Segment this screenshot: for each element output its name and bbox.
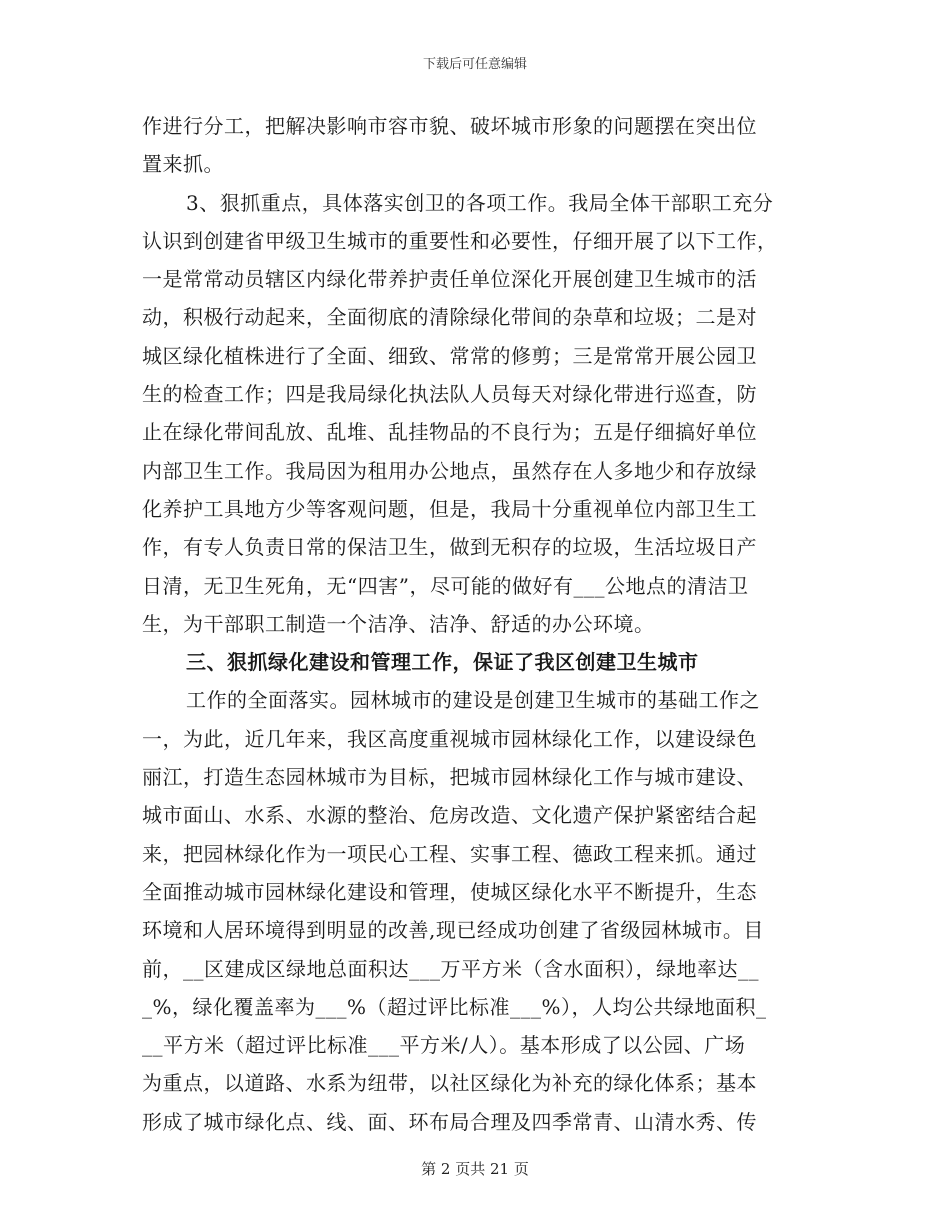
text-line: 一是常常动员辖区内绿化带养护责任单位深化开展创建卫生城市的活 [142, 267, 757, 292]
text-line: 为重点，以道路、水系为纽带，以社区绿化为补充的绿化体系；基本 [142, 1071, 757, 1096]
text-line: 形成了城市绿化点、线、面、环布局合理及四季常青、山清水秀、传 [142, 1109, 757, 1134]
text-line: 环境和人居环境得到明显的改善,现已经成功创建了省级园林城市。目 [142, 918, 764, 943]
text-line: 全面推动城市园林绿化建设和管理，使城区绿化水平不断提升，生态 [142, 879, 757, 904]
text-line: 置来抓。 [142, 152, 224, 177]
text-line: 止在绿化带间乱放、乱堆、乱挂物品的不良行为；五是仔细搞好单位 [142, 420, 757, 445]
text-line: 作进行分工，把解决影响市容市貌、破坏城市形象的问题摆在突出位 [142, 114, 757, 138]
text-line: 内部卫生工作。我局因为租用办公地点，虽然存在人多地少和存放绿 [142, 458, 757, 483]
text-line: __平方米（超过评比标准___平方米/人）。基本形成了以公园、广场 [142, 1033, 746, 1058]
text-line: 认识到创建省甲级卫生城市的重要性和必要性，仔细开展了以下工作， [142, 228, 778, 253]
text-line: 丽江，打造生态园林城市为目标，把城市园林绿化工作与城市建设、 [142, 765, 757, 790]
text-line: 工作的全面落实。园林城市的建设是创建卫生城市的基础工作之 [186, 688, 760, 713]
text-line: 动，积极行动起来，全面彻底的清除绿化带间的杂草和垃圾；二是对 [142, 305, 757, 330]
text-line: 城市面山、水系、水源的整治、危房改造、文化遗产保护紧密结合起 [142, 803, 757, 828]
text-line: 3、狠抓重点，具体落实创卫的各项工作。我局全体干部职工充分 [186, 190, 774, 215]
text-line: 生的检查工作；四是我局绿化执法队人员每天对绿化带进行巡查，防 [142, 382, 757, 407]
text-line: 一，为此，近几年来，我区高度重视城市园林绿化工作，以建设绿色 [142, 726, 757, 751]
text-line: 来，把园林绿化作为一项民心工程、实事工程、德政工程来抓。通过 [142, 841, 757, 866]
section-heading: 三、狠抓绿化建设和管理工作，保证了我区创建卫生城市 [186, 650, 699, 675]
page-header-note: 下载后可任意编辑 [422, 57, 527, 72]
text-line: 日清，无卫生死角，无“四害”，尽可能的做好有___公地点的清洁卫 [142, 573, 749, 598]
document-body [142, 107, 817, 1141]
text-line: _%，绿化覆盖率为___%（超过评比标准___%），人均公共绿地面积_ [142, 994, 767, 1019]
text-line: 前，__区建成区绿地总面积达___万平方米（含水面积），绿地率达__ [142, 956, 759, 981]
page-number-footer: 第 2 页共 21 页 [421, 1160, 529, 1178]
text-line: 化养护工具地方少等客观问题，但是，我局十分重视单位内部卫生工 [142, 496, 757, 521]
text-line: 生，为干部职工制造一个洁净、洁净、舒适的办公环境。 [142, 611, 655, 636]
text-line: 作，有专人负责日常的保洁卫生，做到无积存的垃圾，生活垃圾日产 [142, 535, 757, 560]
text-line: 城区绿化植株进行了全面、细致、常常的修剪；三是常常开展公园卫 [142, 343, 757, 368]
